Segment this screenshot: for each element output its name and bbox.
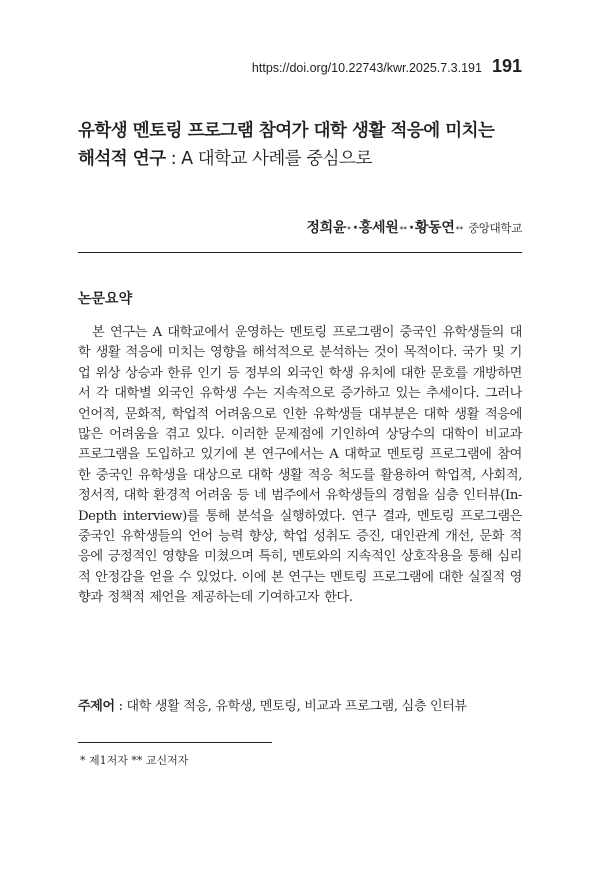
abstract-body: 본 연구는 A 대학교에서 운영하는 멘토링 프로그램이 중국인 유학생들의 대학 생활 적응에 미치는 영향을 해석적으로 분석하는 것이 목적이다. 국가 및 기업 위상 상승과 한류 인기 등 정부의 외국인 학생 유치에 대한 문호를 개방하면서 각 대학별 외국인 유학생 수는 지속적으로 증가하고 있는 추세이다. 그러나 언어적, 문화적, 학업적 어려움으로 인한 유학생들 대부분은 대학 생활 적응에 많은 어려움을 겪고 있다. 이러한 문제점에 기인하여 상당수의 대학이 비교과 프로그램을 도입하고 있기에 본 연구에서는 A 대학교 멘토링 프로그램에 참여한 중국인 유학생을 대상으로 대학 생활 적응 척도를 활용하여 학업적, 사회적, 정서적, 대학 환경적 어려움 등 네 범주에서 유학생들의 경험을 심층 인터뷰(In-Depth interview)를 통해 분석을 실행하였다. 연구 결과, 멘토링 프로그램은 중국인 유학생들의 언어 능력 향상, 학업 성취도 증진, 대인관계 개선, 문화 적응에 긍정적인 영향을 미쳤으며 특히, 멘토와의 지속적인 상호작용을 통해 심리적 안정감을 얻을 수 있었다. 이에 본 연구는 멘토링 프로그램에 대한 실질적 영향과 정책적 제언을 제공하는데 기여하고자 한다. — [78, 325, 522, 606]
title-subtitle: A 대학교 사례를 중심으로 — [181, 149, 372, 169]
page-header — [252, 56, 522, 77]
author-3: 황동연 — [414, 220, 455, 236]
author-1: 정희윤 — [306, 220, 347, 236]
author-3-mark: ** — [455, 225, 463, 234]
keywords-separator: : — [114, 699, 127, 714]
paper-title — [78, 117, 528, 173]
footnote-divider — [78, 742, 272, 743]
author-list — [306, 217, 522, 237]
affiliation: 중앙대학교 — [467, 221, 522, 235]
title-line-2: 해석적 연구 — [78, 149, 166, 169]
page-number: 191 — [491, 56, 522, 76]
keywords-text: 대학 생활 적응, 유학생, 멘토링, 비교과 프로그램, 심층 인터뷰 — [126, 699, 467, 714]
title-line-1: 유학생 멘토링 프로그램 참여가 대학 생활 적응에 미치는 — [78, 121, 495, 141]
author-1-mark: * — [347, 225, 351, 234]
keywords-label: 주제어 — [78, 699, 115, 714]
title-separator: : — [165, 149, 182, 169]
keywords — [78, 695, 522, 714]
footnote: * 제1저자 ** 교신저자 — [80, 754, 189, 767]
header-divider — [78, 252, 522, 253]
author-2-mark: ** — [399, 225, 407, 234]
abstract-heading: 논문요약 — [78, 291, 133, 307]
doi-link[interactable]: https://doi.org/10.22743/kwr.2025.7.3.191 — [251, 61, 482, 75]
author-2: 홍세원 — [358, 220, 399, 236]
author-separator: · — [408, 220, 414, 236]
author-separator: · — [352, 220, 358, 236]
